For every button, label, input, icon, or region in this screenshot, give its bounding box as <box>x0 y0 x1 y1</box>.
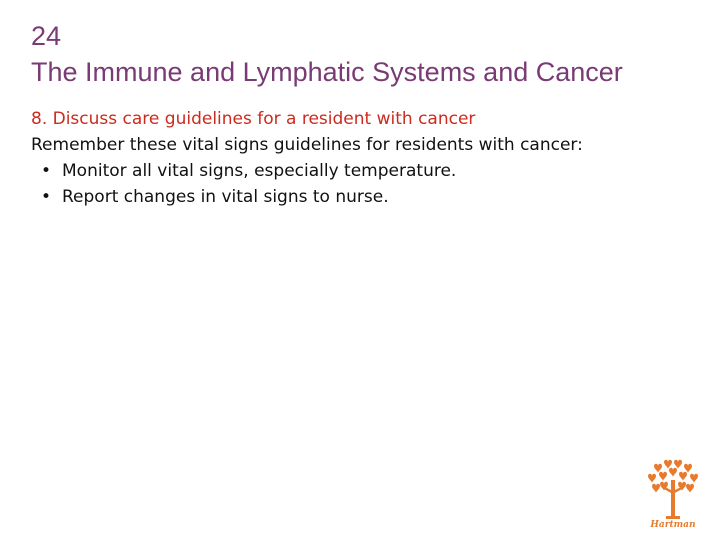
logo-text: Hartman <box>650 520 696 530</box>
bullet-text: Monitor all vital signs, especially temperature. <box>62 161 457 181</box>
bullet-text: Report changes in vital signs to nurse. <box>62 187 389 207</box>
heart-tree-icon <box>640 458 706 520</box>
chapter-title: The Immune and Lymphatic Systems and Cancer <box>31 57 623 87</box>
bullet-icon: • <box>41 187 52 207</box>
intro-text: Remember these vital signs guidelines for residents with cancer: <box>31 135 583 155</box>
section-heading: 8. Discuss care guidelines for a resident with cancer <box>31 109 476 129</box>
chapter-number: 24 <box>31 21 62 51</box>
bullet-item <box>41 158 701 184</box>
bullet-icon: • <box>41 161 52 181</box>
slide-title <box>31 18 701 90</box>
bullet-item <box>41 184 701 210</box>
bullet-list <box>31 158 701 210</box>
publisher-logo <box>640 458 706 534</box>
slide-content <box>31 106 701 210</box>
